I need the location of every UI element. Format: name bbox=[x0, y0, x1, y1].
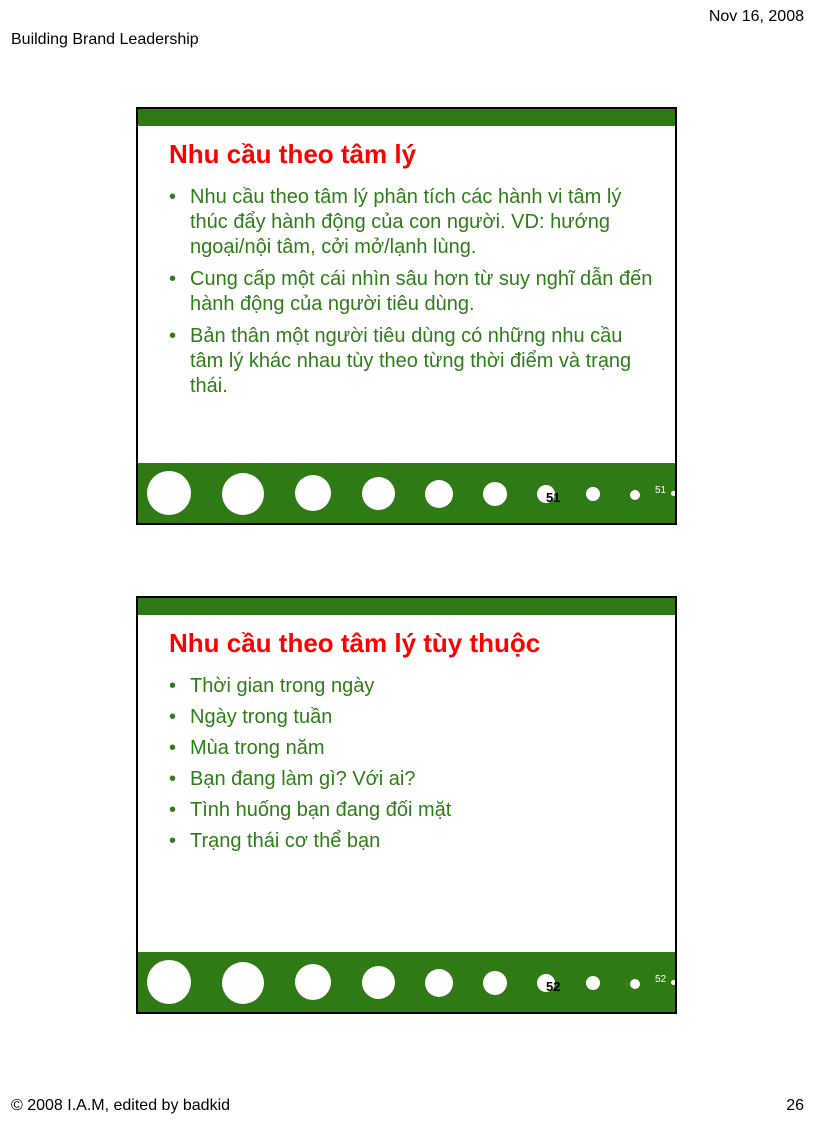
bullet-item: • Tình huống bạn đang đối mặt bbox=[169, 799, 452, 821]
bullet-item: • Thời gian trong ngày bbox=[169, 675, 375, 697]
bullet-list bbox=[166, 185, 656, 406]
decor-circle bbox=[630, 490, 640, 500]
slide-bottom-band bbox=[138, 463, 675, 523]
decor-circle bbox=[362, 477, 395, 510]
slide-number: 52 bbox=[546, 979, 561, 994]
bullet-item: • Mùa trong năm bbox=[169, 737, 325, 759]
slide-52 bbox=[136, 596, 677, 1014]
decor-circle bbox=[671, 980, 676, 985]
decor-circle bbox=[425, 969, 453, 997]
decor-circle bbox=[147, 471, 191, 515]
slide-number: 51 bbox=[546, 490, 561, 505]
slide-number-small: 52 bbox=[655, 974, 667, 985]
slide-number-small: 51 bbox=[655, 485, 667, 496]
bullet-item: • Bạn đang làm gì? Với ai? bbox=[169, 768, 416, 790]
decor-circle bbox=[362, 966, 395, 999]
footer-page-number: 26 bbox=[786, 1097, 804, 1114]
decor-circle bbox=[222, 473, 264, 515]
decor-circle bbox=[483, 971, 507, 995]
bullet-item: • Cung cấp một cái nhìn sâu hơn từ suy nghĩ dẫn đến hành động của người tiêu dùng. bbox=[169, 268, 653, 315]
slide-title: Nhu cầu theo tâm lý bbox=[169, 139, 417, 169]
footer-copyright: © 2008 I.A.M, edited by badkid bbox=[11, 1097, 231, 1114]
decor-circle bbox=[671, 491, 676, 496]
decor-circle bbox=[222, 962, 264, 1004]
bullet-item: • Ngày trong tuần bbox=[169, 706, 333, 728]
decor-circle bbox=[147, 960, 191, 1004]
bullet-item: • Trạng thái cơ thể bạn bbox=[169, 830, 381, 852]
decor-circle bbox=[630, 979, 640, 989]
bullet-item: • Bản thân một người tiêu dùng có những nhu cầu tâm lý khác nhau tùy theo từng thời điểm và trạng thái. bbox=[169, 325, 632, 397]
header-title: Building Brand Leadership bbox=[11, 31, 199, 48]
decor-circle bbox=[586, 976, 600, 990]
slide-title: Nhu cầu theo tâm lý tùy thuộc bbox=[169, 628, 541, 658]
header-date: Nov 16, 2008 bbox=[708, 8, 804, 25]
decor-circle bbox=[425, 480, 453, 508]
decor-circle bbox=[483, 482, 507, 506]
slide-top-band bbox=[138, 109, 675, 126]
slide-bottom-band bbox=[138, 952, 675, 1012]
slide-top-band bbox=[138, 598, 675, 615]
bullet-item: • Nhu cầu theo tâm lý phân tích các hành vi tâm lý thúc đẩy hành động của con người. VD: hướng ngoại/nội tâm, cởi mở/lạnh lùng. bbox=[169, 186, 622, 258]
decor-circle bbox=[295, 964, 331, 1000]
bullet-list bbox=[166, 674, 656, 860]
slide-51 bbox=[136, 107, 677, 525]
decor-circle bbox=[295, 475, 331, 511]
decor-circle bbox=[586, 487, 600, 501]
